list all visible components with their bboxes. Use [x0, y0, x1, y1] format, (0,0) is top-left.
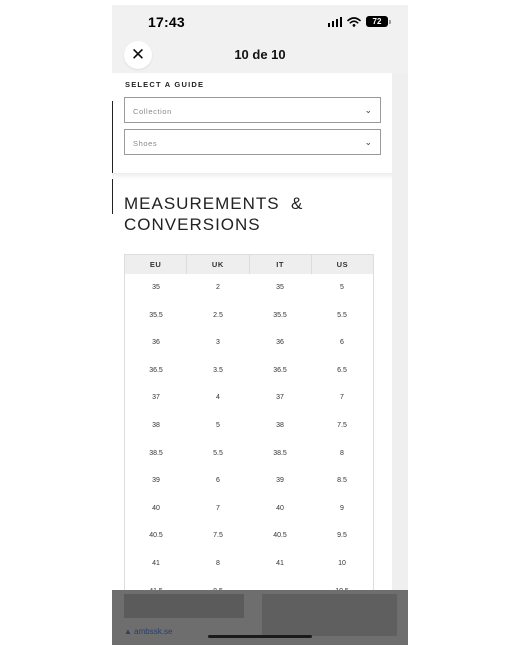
select-guide-label: SELECT A GUIDE: [125, 80, 205, 89]
table-cell: 2.5: [213, 311, 223, 319]
table-row: [125, 412, 373, 440]
table-cell: 7: [216, 504, 220, 512]
table-body: [125, 274, 373, 605]
signal-icon: [328, 17, 343, 27]
table-cell: 5: [340, 284, 344, 291]
category-select[interactable]: [124, 129, 381, 155]
table-cell: 41: [276, 559, 284, 567]
phone-screen: [112, 5, 408, 645]
page-counter: 10 de 10: [234, 47, 286, 62]
collection-select[interactable]: [124, 97, 381, 123]
table-cell: 8.5: [337, 477, 347, 485]
table-cell: 41: [152, 559, 160, 567]
table-cell: 36.5: [273, 366, 287, 374]
table-cell: 7: [340, 394, 344, 402]
preview-table-thumbnail: [124, 594, 244, 618]
table-cell: 2: [216, 284, 220, 291]
table-cell: 36: [152, 339, 160, 347]
table-cell: 38: [152, 421, 160, 429]
header-eu: EU: [125, 255, 187, 274]
battery-icon: 72: [366, 16, 388, 27]
nav-bar: [112, 41, 408, 73]
table-cell: 40: [152, 504, 160, 512]
table-cell: 39: [276, 477, 284, 485]
table-cell: 35: [276, 284, 284, 291]
status-bar: [112, 5, 408, 41]
table-cell: 40.5: [273, 532, 287, 540]
table-cell: 7.5: [213, 532, 223, 540]
size-guide-page[interactable]: [112, 73, 392, 645]
table-row: [125, 522, 373, 550]
table-cell: 38.5: [149, 449, 163, 457]
table-cell: 6.5: [337, 366, 347, 374]
table-cell: 5.5: [337, 311, 347, 319]
size-conversion-table: [124, 254, 374, 605]
scroll-gutter: [392, 73, 408, 593]
table-cell: 36.5: [149, 366, 163, 374]
section-divider: [112, 173, 392, 179]
pin-icon: ▲: [124, 627, 132, 636]
table-cell: 8: [340, 449, 344, 457]
section-title-line1: MEASUREMENTS &: [124, 194, 304, 213]
section-title: [124, 193, 303, 235]
table-cell: 35.5: [273, 311, 287, 319]
section-title-line2: CONVERSIONS: [124, 215, 261, 234]
table-cell: 38: [276, 421, 284, 429]
table-cell: 3: [216, 339, 220, 347]
table-cell: 8: [216, 559, 220, 567]
category-select-value: Shoes: [133, 139, 158, 148]
table-cell: 4: [216, 394, 220, 402]
close-icon: ✕: [130, 45, 146, 64]
table-cell: 35.5: [149, 311, 163, 319]
table-cell: 9.5: [337, 532, 347, 540]
table-row: [125, 384, 373, 412]
preview-table-thumbnail: [262, 594, 397, 636]
table-cell: 36: [276, 339, 284, 347]
table-row: [125, 440, 373, 468]
header-uk: UK: [187, 255, 249, 274]
table-cell: 39: [152, 477, 160, 485]
wifi-icon: [347, 17, 361, 27]
table-row: [125, 495, 373, 523]
table-cell: 6: [216, 477, 220, 485]
chevron-down-icon: ⌄: [364, 137, 372, 147]
table-header: [125, 255, 373, 274]
table-cell: 7.5: [337, 421, 347, 429]
table-cell: 37: [152, 394, 160, 402]
table-cell: 5: [216, 421, 220, 429]
left-divider: [112, 101, 113, 214]
table-row: [125, 467, 373, 495]
site-link[interactable]: [124, 627, 172, 636]
table-cell: 38.5: [273, 449, 287, 457]
table-cell: 9: [340, 504, 344, 512]
table-row: [125, 550, 373, 578]
status-icons: [328, 16, 389, 27]
table-cell: 35: [152, 284, 160, 291]
site-link-text: ambssk.se: [134, 627, 173, 636]
table-cell: 6: [340, 339, 344, 347]
table-cell: 3.5: [213, 366, 223, 374]
table-cell: 40: [276, 504, 284, 512]
table-row: [125, 274, 373, 302]
table-row: [125, 302, 373, 330]
collection-select-value: Collection: [133, 107, 172, 116]
header-it: IT: [250, 255, 312, 274]
header-us: US: [336, 260, 349, 269]
status-time: 17:43: [148, 14, 185, 30]
home-indicator: [208, 635, 312, 638]
table-cell: 5.5: [213, 449, 223, 457]
table-row: [125, 357, 373, 385]
table-cell: 10: [338, 559, 346, 567]
table-cell: 40.5: [149, 532, 163, 540]
table-cell: 37: [276, 394, 284, 402]
table-row: [125, 329, 373, 357]
chevron-down-icon: ⌄: [364, 105, 372, 115]
